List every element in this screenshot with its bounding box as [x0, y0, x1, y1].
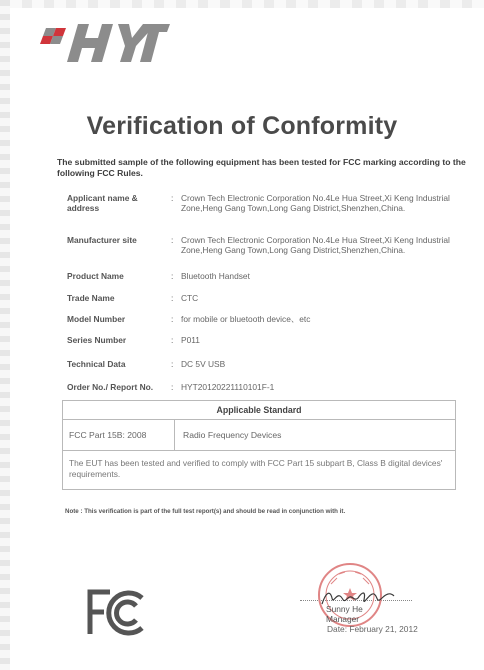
field-value: DC 5V USB: [181, 359, 226, 369]
hyt-logo: [40, 18, 170, 66]
field-label: Series Number: [67, 335, 127, 345]
field-label: Trade Name: [67, 293, 115, 303]
standard-description: Radio Frequency Devices: [183, 430, 282, 440]
field-value: HYT20120221110101F-1: [181, 382, 275, 392]
field-label: Technical Data: [67, 359, 126, 369]
logo-checker-mark: [40, 28, 66, 44]
applicable-standard-table: [62, 400, 456, 490]
field-label: Order No./ Report No.: [67, 382, 154, 392]
signatory-name: Sunny He: [326, 604, 363, 614]
standard-name: FCC Part 15B: 2008: [63, 420, 175, 450]
compliance-statement: The EUT has been tested and verified to comply with FCC Part 15 subpart B, Class B digital devices' requirements.: [69, 458, 443, 479]
fcc-logo: [86, 586, 148, 638]
standard-table-header: Applicable Standard: [63, 401, 455, 420]
fcc-logo-inner-c: [117, 602, 136, 624]
field-value: CTC: [181, 293, 199, 303]
standard-row: [63, 420, 455, 451]
field-value: Bluetooth Handset: [181, 271, 250, 281]
verification-note: Note : This verification is part of the full test report(s) and should be read in conjunction with it.: [65, 508, 346, 515]
intro-statement: The submitted sample of the following equipment has been tested for FCC marking according to the following FCC Rules.: [57, 157, 466, 178]
field-label: Model Number: [67, 314, 126, 324]
fcc-logo-outer-c: [109, 593, 142, 633]
field-label: Product Name: [67, 271, 124, 281]
field-value: Crown Tech Electronic Corporation No.4Le Hua Street,Xi Keng Industrial Zone,Heng Gang Town,Long Gang District,Shenzhen,China.: [181, 235, 450, 255]
signatory-title: Manager: [326, 614, 360, 624]
left-border-decoration: [0, 0, 10, 670]
field-value: for mobile or bluetooth device、etc: [181, 314, 311, 324]
field-label: Applicant name & address: [67, 193, 138, 213]
signature-date: Date: February 21, 2012: [327, 624, 418, 634]
field-value: P011: [181, 335, 200, 345]
document-title: Verification of Conformity: [86, 112, 398, 140]
certificate-page: Verification of Conformity The submitted sample of the following equipment has been tested for FCC marking according to the following FCC Rules. Applicant name & address : Crown Tech Electronic Corporation No.4Le Hua Street,Xi Keng Industrial Zone,Heng Gang Town,Long Gang District,Shenzhen,China. Manufacturer site : Crown Tech Electronic Corporation No.4Le Hua Street,Xi Keng Industrial Zone,Heng Gang Town,Long Gang District,Shenzhen,China. Product Name : Bluetooth Handset Trade Name : CTC Model Number : for mobile or bluetooth device、etc Series Number : P011 Technical Data : DC 5V USB Order No./ Report No. : HYT20120221110101F-1 Applicable Standard FCC Part 15B: 2008 Radio Frequency Devices The EUT has been tested and verified to comply with FCC Part 15 subpart B, Class B digital devices' requirements. Note : This verification is part of the full test report(s) and should be read in conjunction with it. Sunny He Manager Date: February 21, 2012: [0, 0, 484, 670]
top-border-decoration: [0, 0, 484, 8]
field-value: Crown Tech Electronic Corporation No.4Le Hua Street,Xi Keng Industrial Zone,Heng Gang Town,Long Gang District,Shenzhen,China.: [181, 193, 450, 213]
field-label: Manufacturer site: [67, 235, 137, 245]
